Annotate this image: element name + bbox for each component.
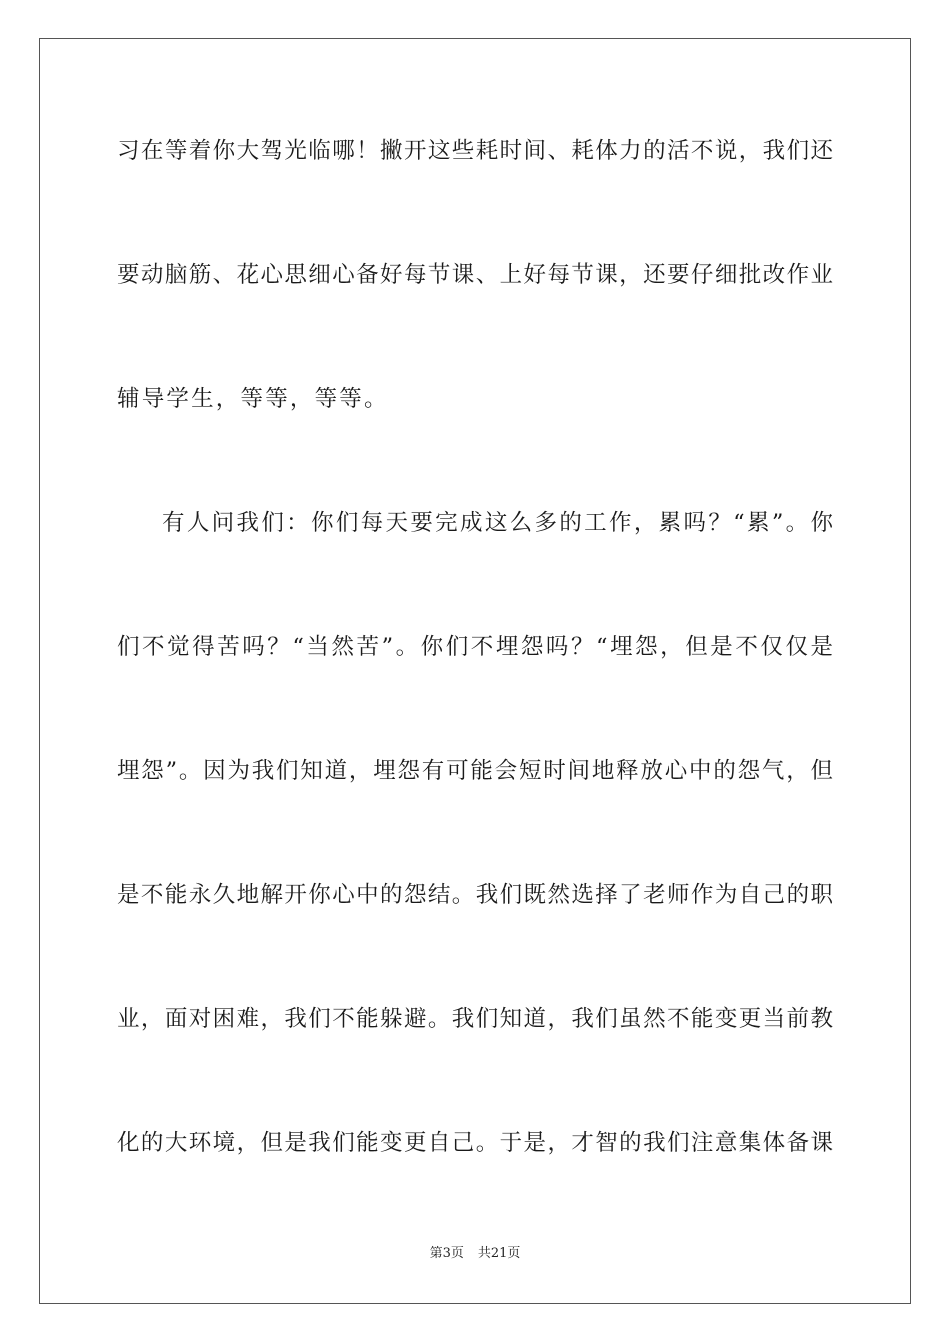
paragraph-line: 业，面对困难，我们不能躲避。我们知道，我们虽然不能变更当前教 (117, 1006, 833, 1032)
page-number: 第3页 (429, 1246, 464, 1261)
paragraph-line: 有人问我们：你们每天要完成这么多的工作，累吗？“累”。你 (162, 510, 833, 536)
paragraph-line: 习在等着你大驾光临哪！撇开这些耗时间、耗体力的活不说，我们还 (117, 138, 833, 164)
paragraph-line: 们不觉得苦吗？“当然苦”。你们不埋怨吗？“埋怨，但是不仅仅是 (117, 634, 833, 660)
page-total: 共21页 (477, 1246, 521, 1261)
paragraph-line: 要动脑筋、花心思细心备好每节课、上好每节课，还要仔细批改作业 (117, 262, 833, 288)
page-footer (0, 1245, 950, 1263)
page-border (39, 38, 911, 1304)
paragraph-line: 埋怨”。因为我们知道，埋怨有可能会短时间地释放心中的怨气，但 (117, 758, 833, 784)
paragraph-line: 辅导学生，等等，等等。 (117, 386, 389, 412)
paragraph-line: 化的大环境，但是我们能变更自己。于是，才智的我们注意集体备课 (117, 1130, 833, 1156)
paragraph-line: 是不能永久地解开你心中的怨结。我们既然选择了老师作为自己的职 (117, 882, 833, 908)
